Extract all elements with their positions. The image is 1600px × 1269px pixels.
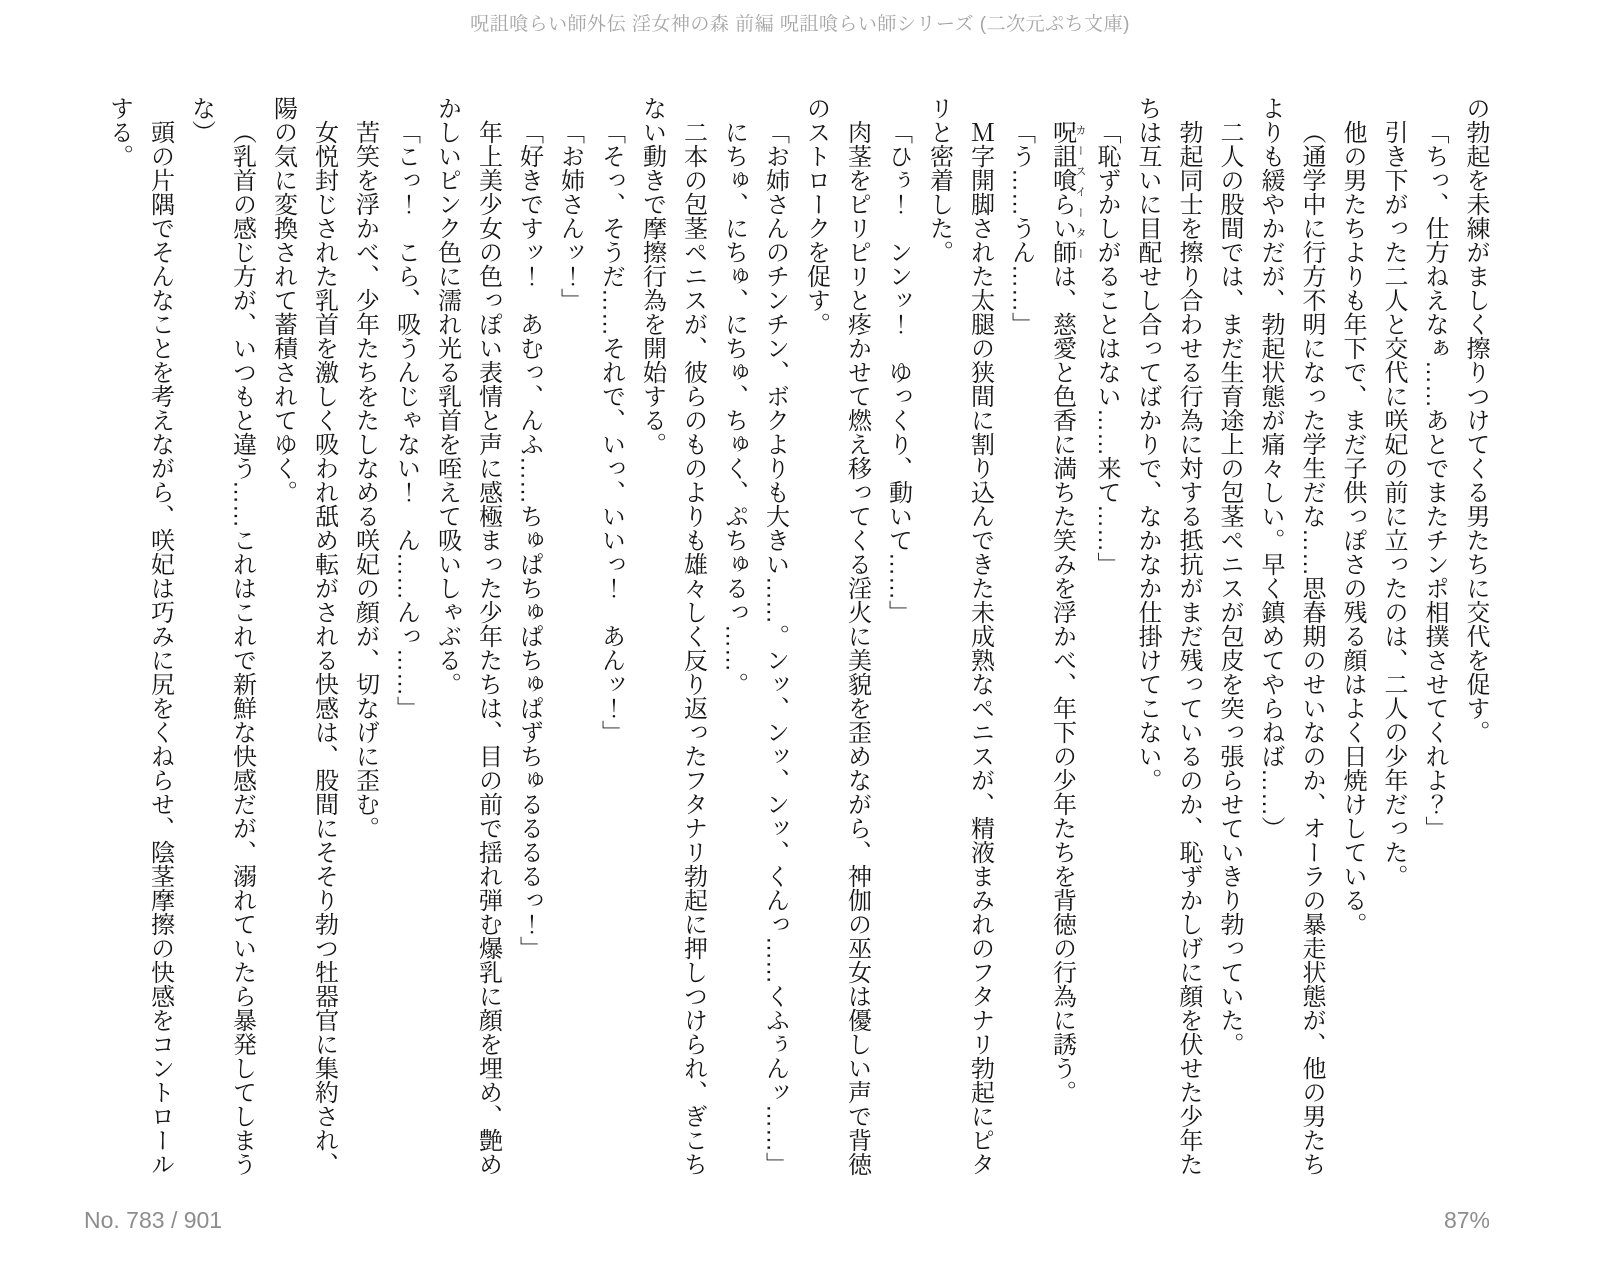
- paragraph: 引き下がった二人と交代に咲妃の前に立ったのは、二人の少年だった。: [1380, 120, 1407, 888]
- ruby-annotation: 呪詛喰らい師カースイーター: [1048, 120, 1086, 264]
- paragraph: 「そっ、そうだ……それで、いっ、いいっ！ あんッ！」: [597, 120, 625, 744]
- paragraph: 「ひぅ！ ンンッ！ ゆっくり、動いて……」: [884, 120, 912, 624]
- paragraph: にちゅ、にちゅ、にちゅ、ちゅく、ぷちゅるっ……。: [720, 120, 748, 696]
- page-text-area[interactable]: [99, 96, 1497, 1178]
- paragraph: 二本の包茎ペニスが、彼らのものよりも雄々しく反り返ったフタナリ勃起に押しつけられ、ぎこちない動きで摩擦行為を開始する。: [638, 96, 707, 1176]
- book-title: 呪詛喰らい師外伝 淫女神の森 前編 呪詛喰らい師シリーズ (二次元ぷち文庫): [470, 14, 1130, 35]
- paragraph: 勃起同士を擦り合わせる行為に対する抵抗がまだ残っているのか、恥ずかしげに顔を伏せた少年たちは互いに目配せし合ってばかりで、なかなか仕掛けてこない。: [1134, 96, 1202, 1176]
- paragraph: 肉茎をピリピリと疼かせて燃え移ってくる淫火に美貌を歪めながら、神伽の巫女は優しい声で背徳のストロークを促す。: [802, 96, 871, 1176]
- paragraph: 「お姉さんッ！」: [556, 120, 584, 312]
- page-location: No. 783 / 901: [84, 1207, 223, 1233]
- paragraph: 「お姉さんのチンチン、ボクよりも大きい……。ンッ、ンッ、ンッ、くんっ……くふぅんッ……」: [761, 120, 789, 1176]
- paragraph: 「う……うん……」: [1007, 120, 1035, 336]
- paragraph: 呪詛喰らい師カースイーターは、慈愛と色香に満ちた笑みを浮かべ、年下の少年たちを背徳の行為に誘う。: [1048, 120, 1086, 1104]
- paragraph: Ｍ字開脚された太腿の狭間に割り込んできた未成熟なペニスが、精液まみれのフタナリ勃起にピタリと密着した。: [925, 96, 994, 1176]
- paragraph: 「恥ずかしがることはない……来て……」: [1093, 120, 1120, 576]
- paragraph: 「ちっ、仕方ねえなぁ……あとでまたチンポ相撲させてくれよ？」: [1421, 120, 1448, 840]
- paragraph: 頭の片隅でそんなことを考えながら、咲妃は巧みに尻をくねらせ、陰茎摩擦の快感をコントロールする。: [105, 96, 174, 1176]
- paragraph: 他の男たちよりも年下で、まだ子供っぽさの残る顔はよく日焼けしている。: [1339, 120, 1366, 936]
- paragraph: 二人の股間では、まだ生育途上の包茎ペニスが包皮を突っ張らせていきり勃っていた。: [1216, 120, 1243, 1056]
- reading-progress: 87%: [1443, 1207, 1490, 1233]
- paragraph: 苦笑を浮かべ、少年たちをたしなめる咲妃の顔が、切なげに歪む。: [351, 120, 379, 840]
- paragraph: （乳首の感じ方が、いつもと違う……これはこれで新鮮な快感だが、溺れていたら暴発してしまうな）: [187, 96, 256, 1176]
- paragraph: 女悦封じされた乳首を激しく吸われ舐め転がされる快感は、股間にそそり勃つ牡器官に集約され、陽の気に変換されて蓄積されてゆく。: [269, 96, 338, 1176]
- paragraph: 年上美少女の色っぽい表情と声に感極まった少年たちは、目の前で揺れ弾む爆乳に顔を埋め、艶めかしいピンク色に濡れ光る乳首を咥えて吸いしゃぶる。: [433, 96, 502, 1176]
- paragraph: （通学中に行方不明になった学生だな……思春期のせいなのか、オーラの暴走状態が、他の男たちよりも緩やかだが、勃起状態が痛々しい。早く鎮めてやらねば……）: [1257, 96, 1325, 1176]
- paragraph: の勃起を未練がましく擦りつけてくる男たちに交代を促す。: [1462, 96, 1489, 744]
- paragraph: 「好きですッ！ あむっ、んふ……ちゅぱちゅぱちゅぱずちゅるるるるっ！」: [515, 120, 543, 960]
- paragraph: 「こっ！ こら、吸うんじゃない！ ん……んっ……」: [392, 120, 420, 720]
